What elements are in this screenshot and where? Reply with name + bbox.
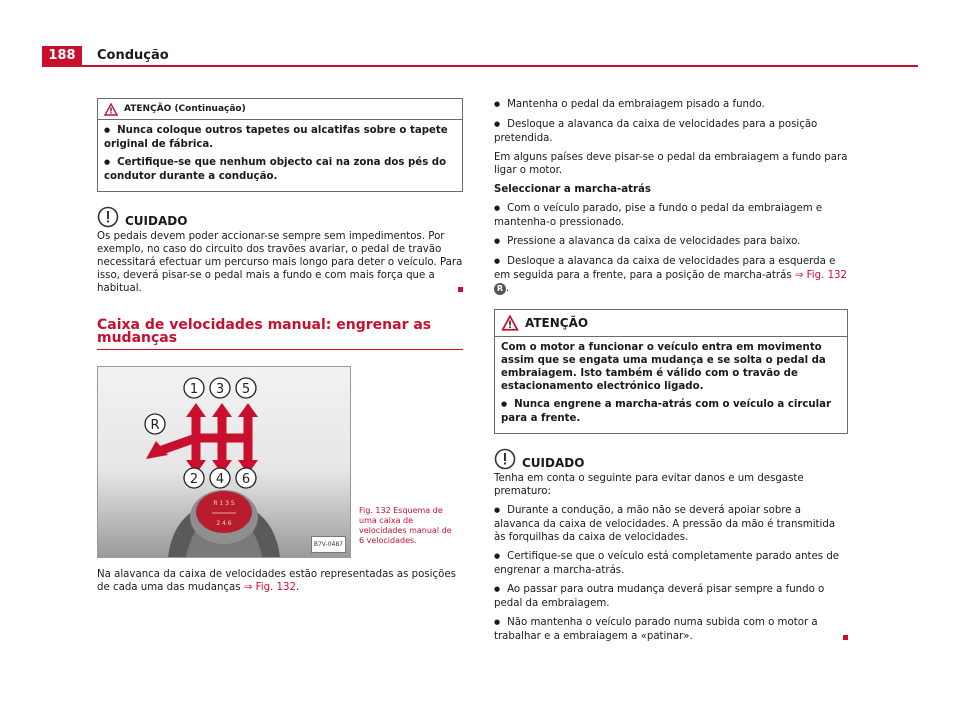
warning-triangle-icon	[104, 103, 118, 116]
reverse-subheading: Seleccionar a marcha-atrás	[494, 184, 651, 195]
warning-continued-title: ATENÇÃO (Continuação)	[124, 103, 246, 114]
gear-6-label: 6	[241, 472, 251, 487]
gear-3-label: 3	[215, 382, 225, 397]
exclamation-circle-icon	[97, 206, 119, 228]
right-column	[494, 98, 848, 649]
caution-item: ● Durante a condução, a mão não se deverá apoiar sobre a alavanca da caixa de velocidades. A pressão da mão é transmitida às forquilhas da caixa de velocidades.	[494, 504, 848, 544]
section-title: Caixa de velocidades manual: engrenar as mudanças	[97, 319, 463, 350]
section-end-marker	[843, 635, 848, 640]
caution-title: CUIDADO	[125, 214, 188, 228]
warning-item: ● Nunca engrene a marcha-atrás com o veículo a circular para a frente.	[501, 398, 841, 425]
gearshift-illustration	[98, 367, 350, 557]
figure-132	[97, 366, 463, 558]
warning-item: ● Nunca coloque outros tapetes ou alcatifas sobre o tapete original de fábrica.	[104, 124, 456, 151]
country-note: Em alguns países deve pisar-se o pedal da embraiagem a fundo para ligar o motor.	[494, 152, 848, 176]
figure-reference-link[interactable]: ⇒ Fig. 132	[243, 582, 296, 593]
step-item: ● Com o veículo parado, pise a fundo o pedal da embraiagem e mantenha-o pressionado.	[494, 202, 848, 229]
step-item: ● Pressione a alavanca da caixa de velocidades para baixo.	[494, 235, 848, 249]
gear-4-label: 4	[215, 472, 225, 487]
caution-header	[494, 448, 848, 470]
caution-text: Os pedais devem poder accionar-se sempre sem impedimentos. Por exemplo, no caso do circuito dos travões avariar, o pedal de travão necessitará efectuar um percurso mais longo para deter o veículo. Para isso, deverá pisar-se o pedal mais a fundo e com mais força que a habitual.	[97, 231, 463, 294]
step-item: ● Desloque a alavanca da caixa de velocidades para a posição pretendida.	[494, 118, 848, 145]
knob-top-label: R 1 3 5	[213, 500, 235, 507]
gear-5-label: 5	[241, 382, 251, 397]
header-rule	[42, 65, 918, 67]
intro-paragraph: Na alavanca da caixa de velocidades estão representadas as posições de cada uma das mudanças ⇒ Fig. 132.	[97, 569, 456, 593]
gear-r-label: R	[150, 418, 160, 433]
chapter-title: Condução	[97, 48, 169, 63]
warning-body	[495, 337, 847, 433]
warning-continued-header	[98, 99, 462, 120]
figure-caption: Fig. 132 Esquema de uma caixa de velocidades manual de 6 velocidades.	[359, 506, 452, 545]
warning-header	[495, 310, 847, 337]
caution-block	[97, 206, 463, 295]
figure-code: B7V-0487	[311, 536, 346, 553]
page-number: 188	[42, 46, 82, 66]
reverse-gear-badge: R	[494, 283, 506, 295]
warning-box	[494, 309, 848, 434]
gear-1-label: 1	[189, 382, 199, 397]
warning-text: Com o motor a funcionar o veículo entra em movimento assim que se engata uma mudança e se solta o pedal da embraiagem. Isto também é válido com o travão de estacionamento electrónico ligado.	[501, 342, 826, 392]
caution-item: ● Certifique-se que o veículo está completamente parado antes de engrenar a marcha-atrás.	[494, 550, 848, 577]
step-item: ● Mantenha o pedal da embraiagem pisado a fundo.	[494, 98, 848, 112]
warning-continued-box	[97, 98, 463, 192]
knob-bottom-label: 2 4 6	[216, 520, 232, 527]
gearshift-diagram	[97, 366, 351, 558]
warning-title: ATENÇÃO	[525, 315, 589, 330]
caution-title: CUIDADO	[522, 456, 585, 470]
caution-block-2	[494, 448, 848, 643]
caution-intro: Tenha em conta o seguinte para evitar danos e um desgaste prematuro:	[494, 473, 804, 497]
section-end-marker	[458, 287, 463, 292]
caution-item: ● Não mantenha o veículo parado numa subida com o motor a trabalhar e a embraiagem a «patinar».	[494, 616, 848, 643]
warning-triangle-icon	[501, 315, 519, 331]
warning-continued-body	[98, 120, 462, 191]
warning-item: ● Certifique-se que nenhum objecto cai na zona dos pés do condutor durante a condução.	[104, 156, 456, 183]
caution-header	[97, 206, 463, 228]
caution-item: ● Ao passar para outra mudança deverá pisar sempre a fundo o pedal da embraiagem.	[494, 583, 848, 610]
exclamation-circle-icon	[494, 448, 516, 470]
step-item: ● Desloque a alavanca da caixa de velocidades para a esquerda e em seguida para a frente, para a posição de marcha-atrás ⇒ Fig. 132 R .	[494, 255, 848, 295]
figure-reference-link[interactable]: ⇒ Fig. 132	[794, 270, 848, 281]
left-column	[97, 98, 463, 600]
gear-2-label: 2	[189, 472, 199, 487]
